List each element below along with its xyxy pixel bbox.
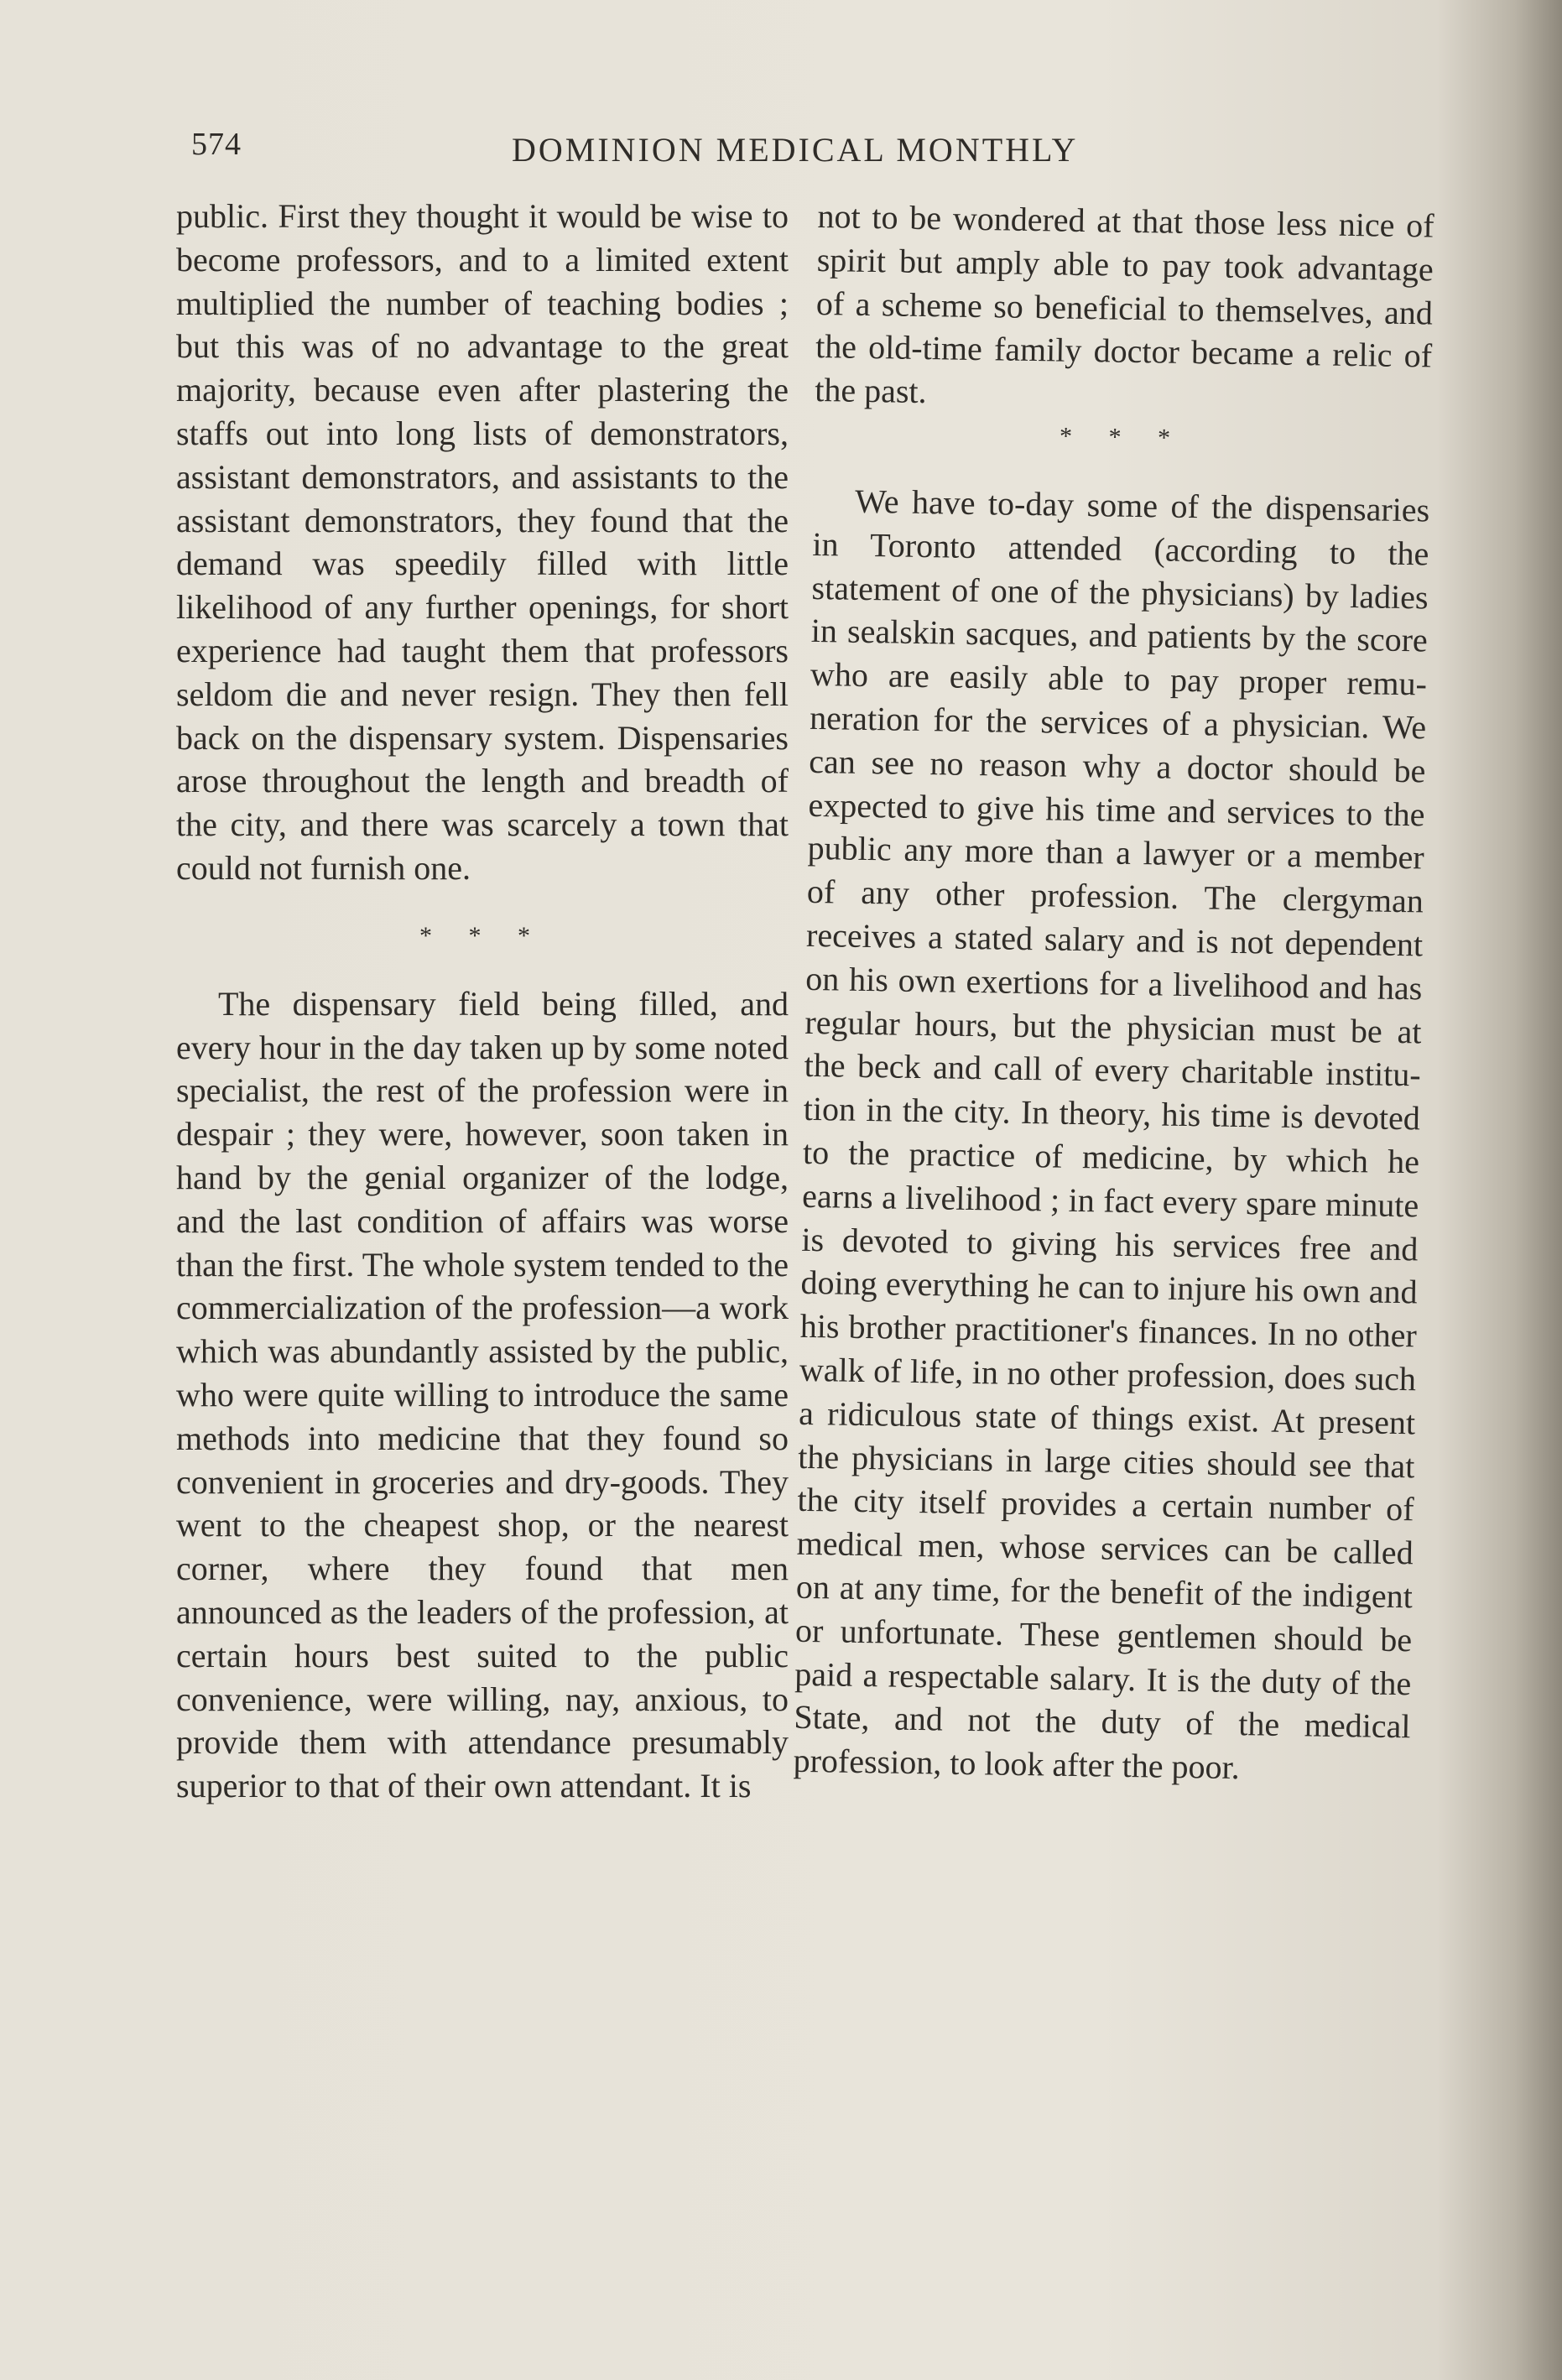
left-column: [176, 195, 789, 1808]
right-column: [793, 195, 1434, 1792]
left-paragraph-2: The dispensary field being filled, and every hour in the day taken up by some noted specialist, the rest of the profession were in despair ; they were, however, soon taken in hand by the genial organizer of the lodge, and the last condition of affairs was worse than the first. The whole system tended to the commercialization of the profession—a work which was abundantly assisted by the public, who were quite willing to introduce the same methods into medicine that they found so convenient in groceries and dry-goods. They went to the cheapest shop, or the nearest corner, where they found that men announced as the leaders of the profession, at certain hours best suited to the public convenience, were willing, nay, anxious, to provide them with attendance presumably superior to that of their own attendant. It is: [176, 984, 789, 1805]
right-paragraph-2: We have to-day some of the dispensaries in Toronto attended (according to the statement of one of the physicians) by ladies in sealskin sacques, and patients by the score who are easily able to pay proper remuneration for the services of a physician. We can see no reason why a doctor should be expected to give his time and services to the public any more than a lawyer or a member of any other profession. The clergyman receives a stated salary and is not dependent on his own exertions for a livelihood and has regular hours, but the physician must be at the beck and call of every charitable institution in the city. In theory, his time is devoted to the practice of medicine, by which he earns a livelihood ; in fact every spare minute is devoted to giving his services free and doing everything he can to injure his own and his brother practitioner's finances. In no other walk of life, in no other profession, does such a ridiculous state of things exist. At present the physicians in large cities should see that the city itself provides a certain number of medical men, whose services can be called on at any time, for the benefit of the indigent or unfortunate. These gentlemen should be paid a respectable salary. It is the duty of the State, and not the duty of the medical profession, to look after the poor.: [793, 482, 1430, 1787]
page-number: 574: [191, 127, 242, 162]
section-separator: * * *: [1059, 422, 1186, 452]
running-title: DOMINION MEDICAL MONTHLY: [512, 131, 1079, 169]
left-paragraph-1: public. First they thought it would be wise to become professors, and to a limited extent multiplied the number of teaching bodies ; but this was of no advantage to the great majority, because even after plastering the staffs out into long lists of demonstrators, assistant demonstrators, and assistants to the assistant demonstrators, they found that the demand was speedily filled with little likelihood of any further openings, for short experience had taught them that professors seldom die and never resign. They then fell back on the dispensary system. Dispensaries arose throughout the length and breadth of the city, and there was scarcely a town that could not furnish one.: [176, 197, 789, 887]
section-separator: * * *: [419, 921, 545, 950]
right-paragraph-1: not to be wondered at that those less nice of spirit but amply able to pay took advantage of a scheme so beneficial to themselves, and the old-time family doctor became a relic of the past.: [814, 196, 1434, 411]
